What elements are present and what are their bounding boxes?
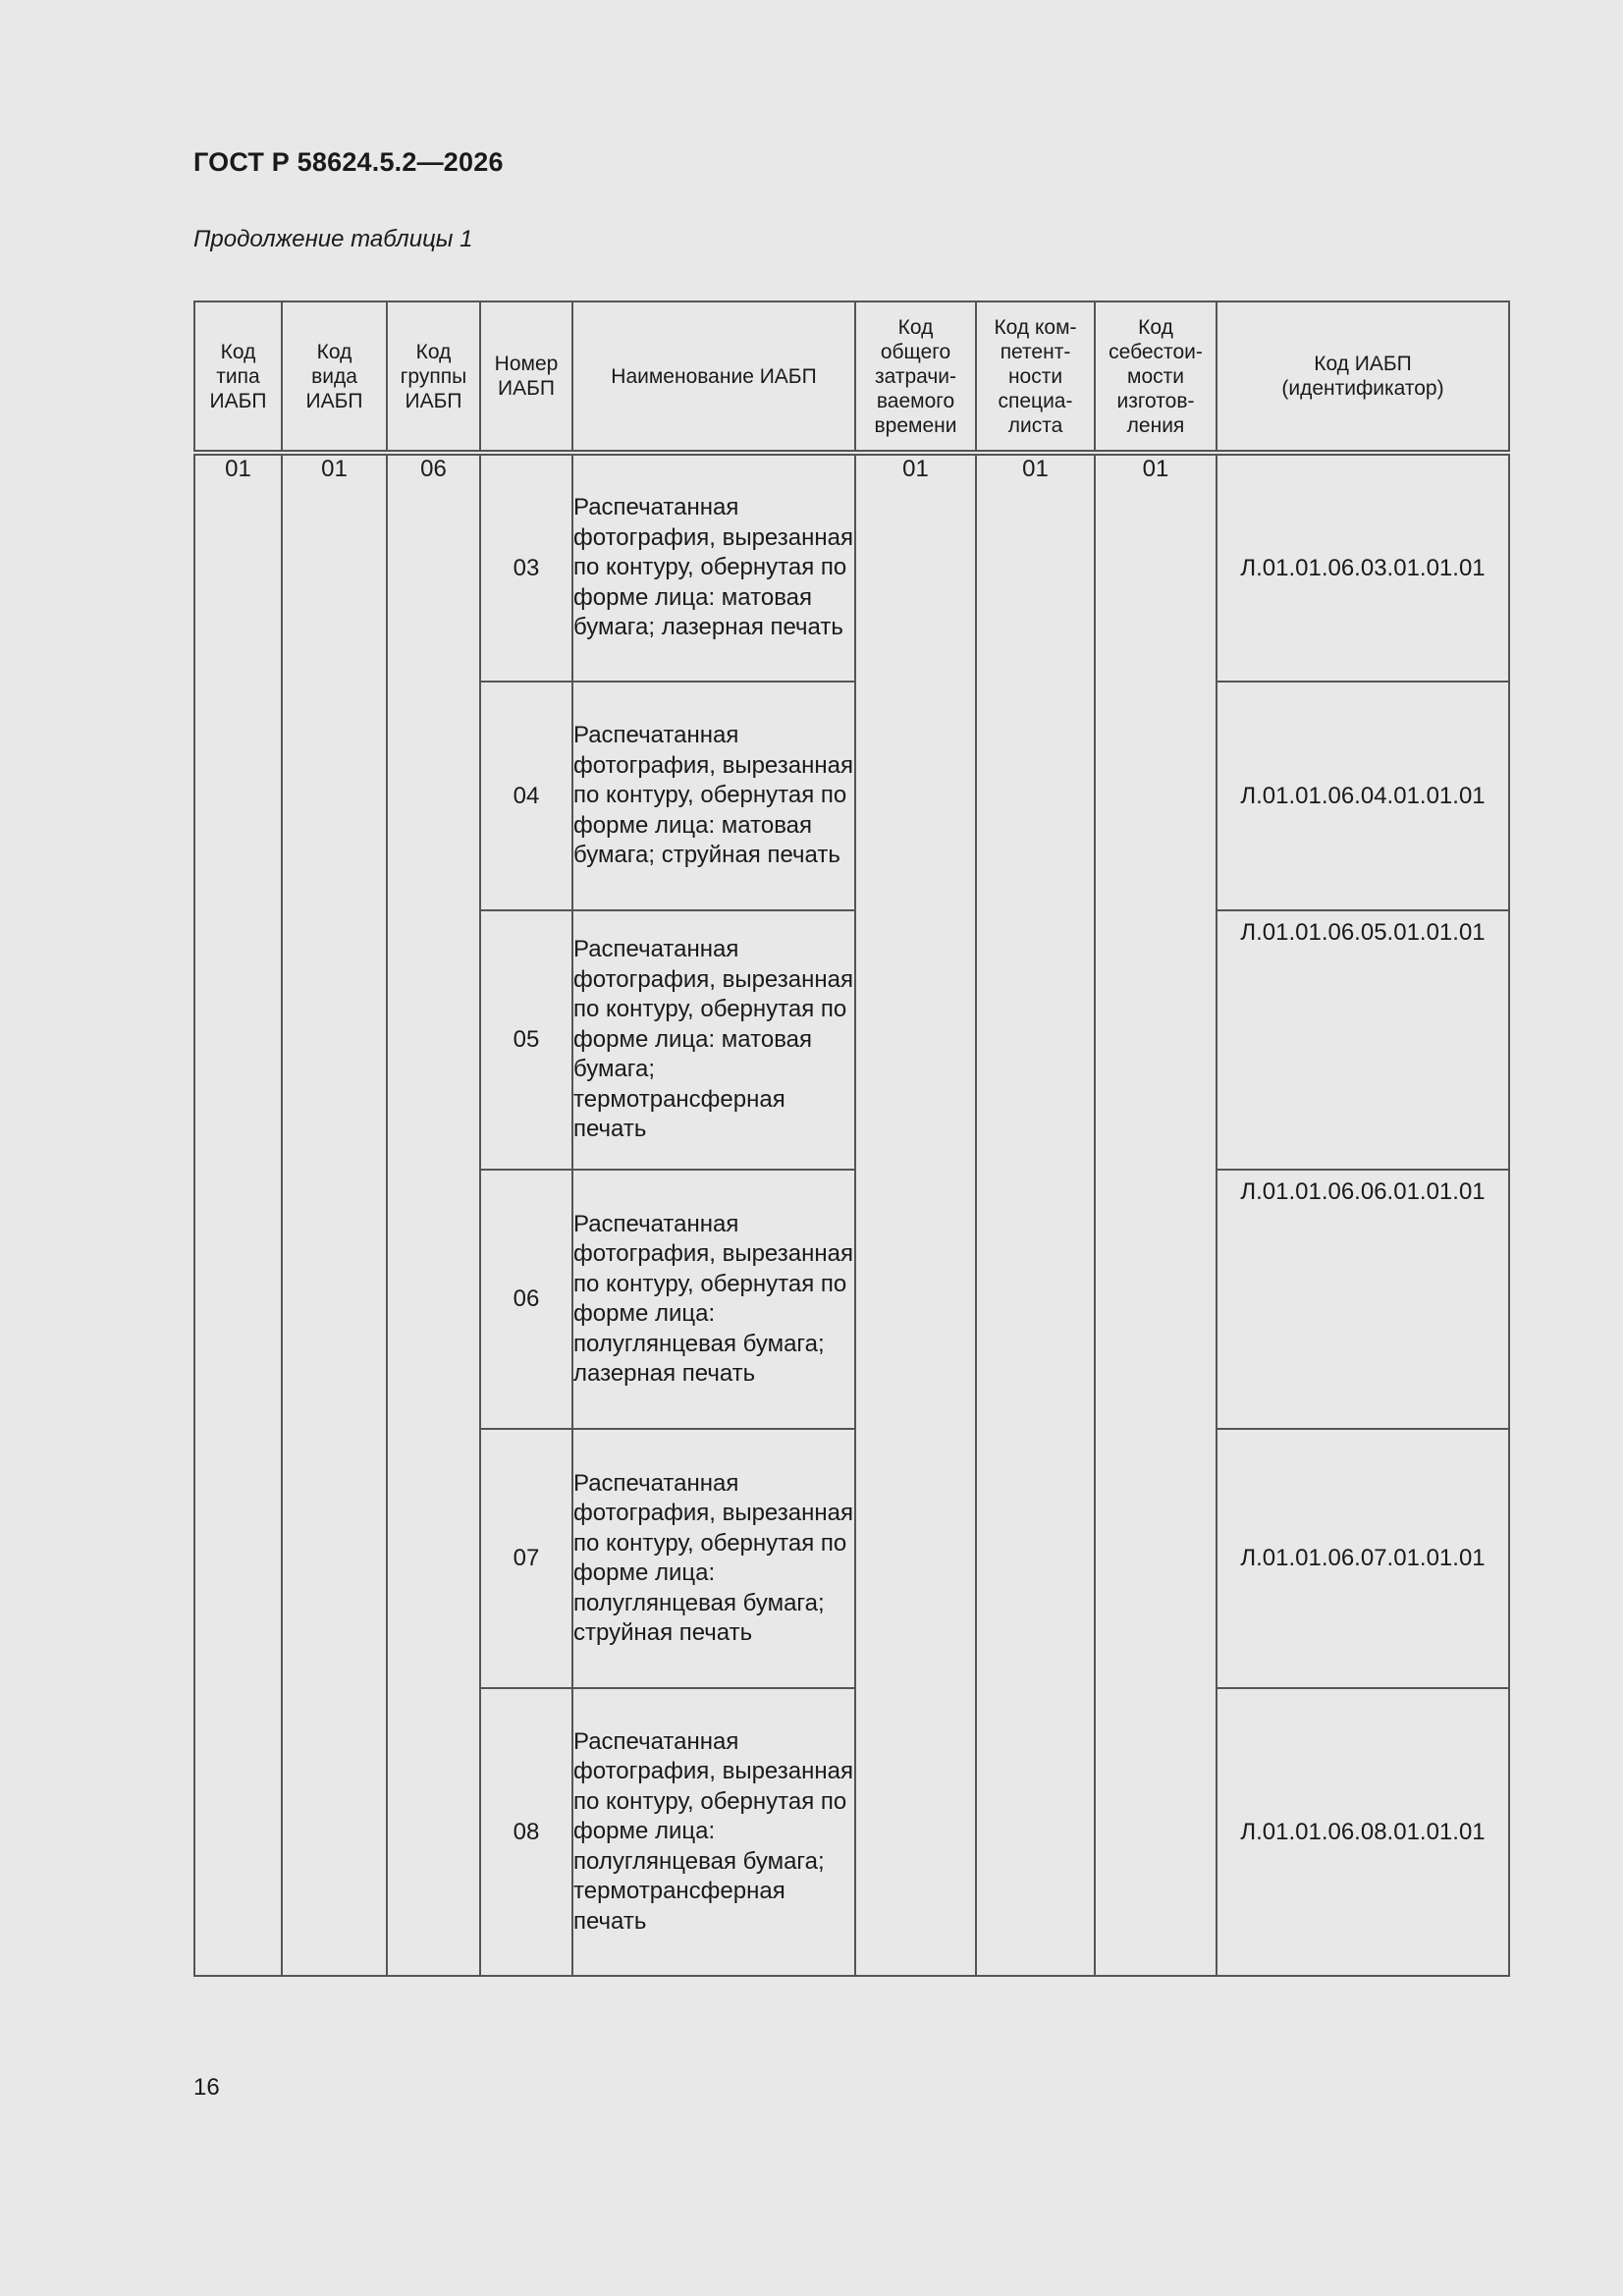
competence-code-cell: 01 <box>976 453 1095 1976</box>
header-kind-code-label: Код вида ИАБП <box>305 340 363 412</box>
iabp-number-cell: 06 <box>480 1170 572 1429</box>
type-code-cell: 01 <box>194 453 282 1976</box>
header-number <box>480 301 572 453</box>
table-caption: Продолжение таблицы 1 <box>193 226 473 252</box>
table-header-row <box>194 301 1509 453</box>
header-name-label: Наименование ИАБП <box>611 364 817 388</box>
header-number-label: Номер ИАБП <box>494 353 559 400</box>
header-cost-code-label: Код себестои- мости изготов- ления <box>1109 315 1203 437</box>
iabp-number-cell: 08 <box>480 1688 572 1976</box>
iabp-number-cell: 05 <box>480 910 572 1170</box>
header-time-code-label: Код общего затрачи- ваемого времени <box>874 315 957 437</box>
iabp-table <box>193 301 1510 1977</box>
iabp-name-cell: Распечатанная фотография, вырезанная по контуру, обернутая по форме лица: полуглянцевая бумага; лазерная печать <box>572 1170 855 1429</box>
time-code-cell: 01 <box>855 453 976 1976</box>
header-competence-code <box>976 301 1095 453</box>
kind-code-cell: 01 <box>282 453 387 1976</box>
header-id-label: Код ИАБП (идентификатор) <box>1281 353 1444 400</box>
header-group-code <box>387 301 480 453</box>
document-header: ГОСТ Р 58624.5.2—2026 <box>193 147 504 177</box>
iabp-id-cell: Л.01.01.06.08.01.01.01 <box>1217 1688 1509 1976</box>
iabp-number-cell: 04 <box>480 682 572 910</box>
iabp-name-cell: Распечатанная фотография, вырезанная по контуру, обернутая по форме лица: матовая бумага; термотрансферная печать <box>572 910 855 1170</box>
iabp-name-cell: Распечатанная фотография, вырезанная по контуру, обернутая по форме лица: матовая бумага; струйная печать <box>572 682 855 910</box>
cost-code-cell: 01 <box>1095 453 1217 1976</box>
header-type-code <box>194 301 282 453</box>
iabp-name-cell: Распечатанная фотография, вырезанная по контуру, обернутая по форме лица: полуглянцевая бумага; струйная печать <box>572 1429 855 1688</box>
group-code-cell: 06 <box>387 453 480 1976</box>
table-row <box>194 453 1509 682</box>
iabp-id-cell: Л.01.01.06.05.01.01.01 <box>1217 910 1509 1170</box>
iabp-name-cell: Распечатанная фотография, вырезанная по контуру, обернутая по форме лица: полуглянцевая бумага; термотрансферная печать <box>572 1688 855 1976</box>
iabp-id-cell: Л.01.01.06.07.01.01.01 <box>1217 1429 1509 1688</box>
iabp-id-cell: Л.01.01.06.03.01.01.01 <box>1217 453 1509 682</box>
header-competence-code-label: Код ком- петент- ности специа- листа <box>994 315 1077 437</box>
iabp-id-cell: Л.01.01.06.06.01.01.01 <box>1217 1170 1509 1429</box>
header-name <box>572 301 855 453</box>
header-kind-code <box>282 301 387 453</box>
iabp-number-cell: 07 <box>480 1429 572 1688</box>
header-type-code-label: Код типа ИАБП <box>209 340 267 412</box>
header-group-code-label: Код группы ИАБП <box>400 340 467 412</box>
header-time-code <box>855 301 976 453</box>
page-number: 16 <box>193 2074 220 2101</box>
iabp-id-cell: Л.01.01.06.04.01.01.01 <box>1217 682 1509 910</box>
header-cost-code <box>1095 301 1217 453</box>
header-id <box>1217 301 1509 453</box>
iabp-name-cell: Распечатанная фотография, вырезанная по контуру, обернутая по форме лица: матовая бумага; лазерная печать <box>572 453 855 682</box>
iabp-number-cell: 03 <box>480 453 572 682</box>
